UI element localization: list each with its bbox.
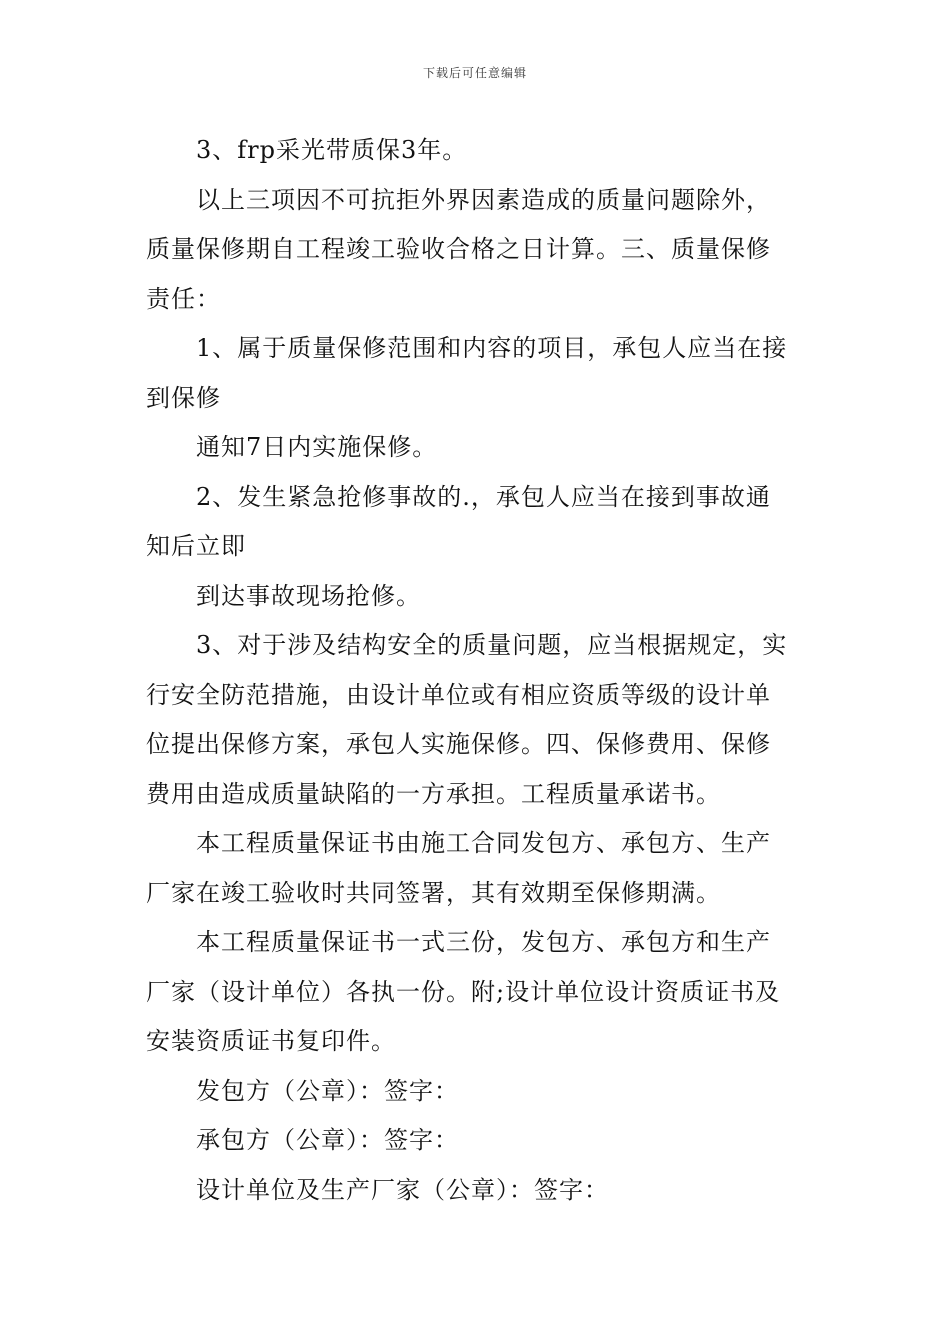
text-line: 3、frp采光带质保3年。 [196, 136, 468, 164]
text-line: 位提出保修方案，承包人实施保修。四、保修费用、保修 [146, 730, 771, 758]
text-line: 质量保修期自工程竣工验收合格之日计算。三、质量保修 [146, 235, 771, 263]
text-line: 知后立即 [146, 532, 246, 560]
signature-line-contractor: 承包方（公章）：签字： [196, 1126, 459, 1154]
text-line: 2、发生紧急抢修事故的.，承包人应当在接到事故通 [196, 482, 771, 511]
text-line: 行安全防范措施，由设计单位或有相应资质等级的设计单 [146, 680, 771, 709]
text-line: 到保修 [146, 383, 221, 412]
text-line: 厂家在竣工验收时共同签署，其有效期至保修期满。 [146, 878, 721, 907]
page-header: 下载后可任意编辑 [422, 66, 527, 80]
text-line: 本工程质量保证书由施工合同发包方、承包方、生产 [196, 829, 771, 857]
text-line: 安装资质证书复印件。 [146, 1027, 396, 1055]
text-line: 厂家（设计单位）各执一份。附;设计单位设计资质证书及 [146, 977, 781, 1006]
text-line: 到达事故现场抢修。 [196, 581, 421, 610]
text-line: 本工程质量保证书一式三份，发包方、承包方和生产 [196, 928, 771, 956]
text-line: 责任： [146, 284, 221, 313]
signature-line-designer-manufacturer: 设计单位及生产厂家（公章）：签字： [196, 1175, 609, 1204]
text-line: 3、对于涉及结构安全的质量问题，应当根据规定，实 [196, 631, 788, 659]
text-line: 以上三项因不可抗拒外界因素造成的质量问题除外， [196, 185, 771, 214]
text-line: 1、属于质量保修范围和内容的项目，承包人应当在接 [196, 334, 788, 362]
signature-line-employer: 发包方（公章）：签字： [196, 1076, 459, 1105]
document-body [146, 126, 806, 1215]
text-line: 费用由造成质量缺陷的一方承担。工程质量承诺书。 [146, 779, 721, 808]
text-line: 通知7日内实施保修。 [196, 433, 438, 461]
